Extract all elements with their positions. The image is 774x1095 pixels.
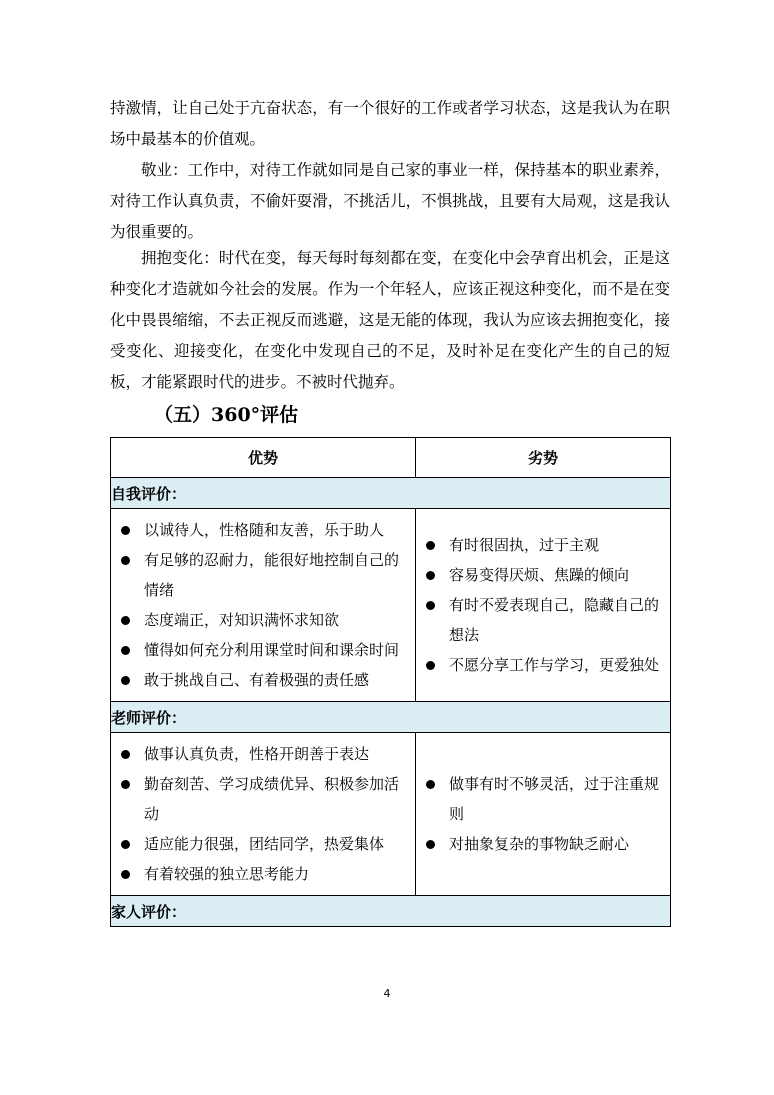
list-item: 有时不爱表现自己，隐藏自己的想法: [424, 590, 664, 650]
table-header-row: [111, 438, 671, 478]
bullet-icon: [426, 840, 435, 849]
list-item: 懂得如何充分利用课堂时间和课余时间: [119, 635, 409, 665]
strengths-cell-self: [111, 509, 416, 702]
list-item: 敢于挑战自己、有着极强的责任感: [119, 665, 409, 695]
bullet-icon: [121, 526, 130, 535]
paragraph-dedication: 敬业：工作中，对待工作就如同是自己家的事业一样，保持基本的职业素养，对待工作认真负责，不偷奸耍滑，不挑活儿，不惧挑战，且要有大局观，这是我认为很重要的。: [110, 161, 670, 241]
bullet-icon: [121, 840, 130, 849]
category-row-teacher: [111, 702, 671, 733]
bullet-icon: [121, 676, 130, 685]
category-row-self: [111, 478, 671, 509]
list-item: 有着较强的独立思考能力: [119, 859, 409, 889]
evaluation-table: [110, 437, 671, 927]
category-label-teacher: 老师评价：: [111, 702, 671, 733]
bullet-icon: [121, 750, 130, 759]
table-row-self: [111, 509, 671, 702]
category-label-family: 家人评价：: [111, 896, 671, 927]
paragraph-embrace-change: 拥抱变化：时代在变，每天每时每刻都在变，在变化中会孕育出机会，正是这种变化才造就如今社会的发展。作为一个年轻人，应该正视这种变化，而不是在变化中畏畏缩缩，不去正视反而逃避，这是无能的体现，我认为应该去拥抱变化，接受变化、迎接变化，在变化中发现自己的不足，及时补足在变化产生的自己的短板，才能紧跟时代的进步。不被时代抛弃。: [110, 249, 670, 391]
list-item: 以诚待人，性格随和友善，乐于助人: [119, 515, 409, 545]
bullet-icon: [121, 646, 130, 655]
weaknesses-cell-teacher: [416, 733, 671, 896]
bullet-icon: [121, 780, 130, 789]
section-title: （五）360°评估: [154, 404, 299, 426]
list-item: 有足够的忍耐力，能很好地控制自己的情绪: [119, 545, 409, 605]
bullet-icon: [121, 870, 130, 879]
list-item: 有时很固执，过于主观: [424, 530, 664, 560]
header-strengths: 优势: [111, 438, 416, 478]
list-item: 对抽象复杂的事物缺乏耐心: [424, 829, 664, 859]
bullet-icon: [426, 661, 435, 670]
list-item: 适应能力很强，团结同学，热爱集体: [119, 829, 409, 859]
strengths-cell-teacher: [111, 733, 416, 896]
category-label-self: 自我评价：: [111, 478, 671, 509]
bullet-icon: [121, 556, 130, 565]
table-row-teacher: [111, 733, 671, 896]
bullet-icon: [426, 601, 435, 610]
list-item: 做事认真负责，性格开朗善于表达: [119, 739, 409, 769]
bullet-icon: [121, 616, 130, 625]
bullet-icon: [426, 571, 435, 580]
weaknesses-cell-self: [416, 509, 671, 702]
list-item: 勤奋刻苦、学习成绩优异、积极参加活动: [119, 769, 409, 829]
bullet-icon: [426, 780, 435, 789]
list-item: 容易变得厌烦、焦躁的倾向: [424, 560, 664, 590]
header-weaknesses: 劣势: [416, 438, 671, 478]
paragraph-values-intro: 持激情，让自己处于亢奋状态，有一个很好的工作或者学习状态，这是我认为在职场中最基本的价值观。: [110, 99, 670, 148]
list-item: 态度端正，对知识满怀求知欲: [119, 605, 409, 635]
list-item: 不愿分享工作与学习，更爱独处: [424, 650, 664, 680]
page-number: 4: [383, 987, 391, 1000]
category-row-family: [111, 896, 671, 927]
bullet-icon: [426, 541, 435, 550]
list-item: 做事有时不够灵活，过于注重规则: [424, 769, 664, 829]
